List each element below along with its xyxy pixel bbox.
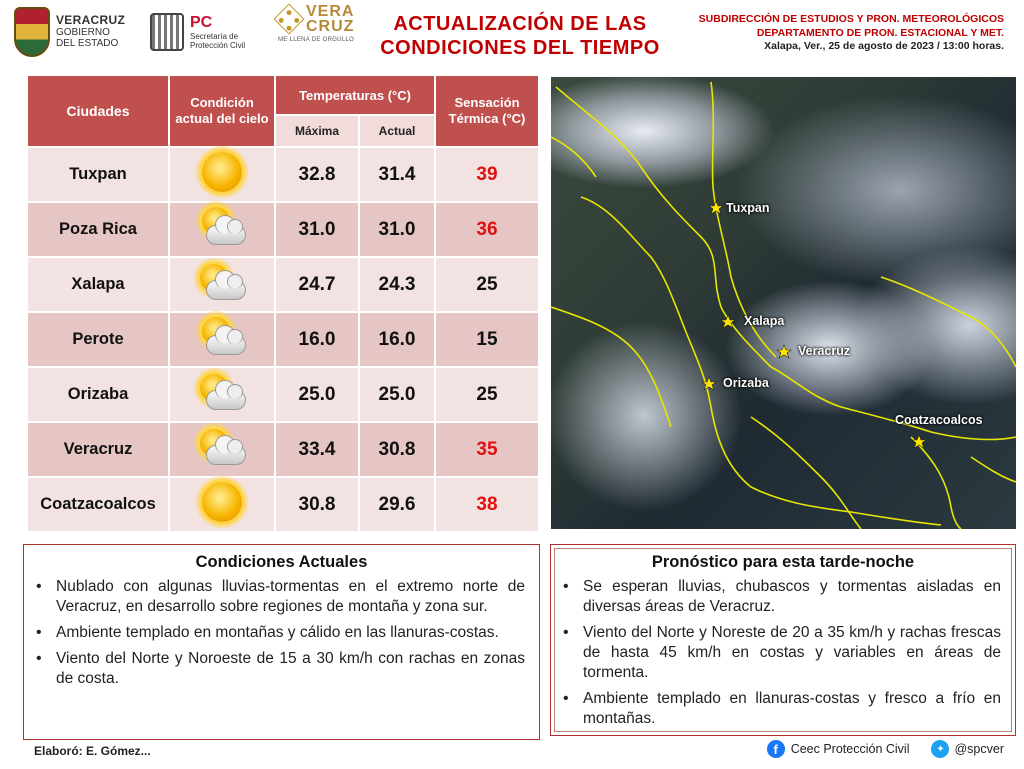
max-temp: 25.0 xyxy=(276,368,358,421)
current-temp: 24.3 xyxy=(360,258,434,311)
sky-condition-cell xyxy=(170,258,274,311)
facebook-icon[interactable]: f xyxy=(767,740,785,758)
thermal-sensation: 25 xyxy=(436,368,538,421)
map-label-coatzacoalcos: Coatzacoalcos xyxy=(895,413,983,427)
max-temp: 33.4 xyxy=(276,423,358,476)
table-row xyxy=(28,368,538,421)
pc-logo-line1: Secretaría de xyxy=(190,32,239,41)
map-borders xyxy=(551,77,1016,529)
sunny-icon xyxy=(202,152,242,192)
list-item: • Ambiente templado en montañas y cálido en las llanuras-costas. xyxy=(34,623,525,643)
sky-condition-cell xyxy=(170,368,274,421)
pc-logo-line2: Protección Civil xyxy=(190,41,246,50)
list-item: • Viento del Norte y Noreste de 20 a 35 km/h y rachas frescas de hasta 45 km/h en costas y variables en áreas de tormenta. xyxy=(561,623,1001,683)
report-date: Xalapa, Ver., 25 de agosto de 2023 / 13:00 horas. xyxy=(764,40,1004,52)
city-name: Xalapa xyxy=(28,258,168,311)
city-name: Tuxpan xyxy=(28,148,168,201)
forecast-title: Pronóstico para esta tarde-noche xyxy=(651,553,915,571)
department-info xyxy=(664,13,1004,54)
current-temp: 16.0 xyxy=(360,313,434,366)
city-name: Coatzacoalcos xyxy=(28,478,168,531)
city-name: Poza Rica xyxy=(28,203,168,256)
thermal-sensation: 25 xyxy=(436,258,538,311)
current-temp: 31.4 xyxy=(360,148,434,201)
forecast-list xyxy=(561,577,1001,729)
table-row xyxy=(28,313,538,366)
vc-logo-tagline: ME LLENA DE ORGULLO xyxy=(278,37,355,43)
gov-logo-line2: GOBIERNO xyxy=(56,27,110,38)
facebook-link[interactable]: Ceec Protección Civil xyxy=(790,742,910,756)
city-name: Veracruz xyxy=(28,423,168,476)
max-temp: 32.8 xyxy=(276,148,358,201)
partly-cloudy-icon xyxy=(196,205,248,249)
cloudy-icon xyxy=(196,370,248,414)
table-row xyxy=(28,478,538,531)
table-row xyxy=(28,203,538,256)
current-temp: 29.6 xyxy=(360,478,434,531)
header-max: Máxima xyxy=(276,116,358,146)
current-conditions-list xyxy=(34,577,525,689)
map-label-veracruz: Veracruz xyxy=(798,344,851,358)
weather-table xyxy=(26,74,540,533)
vc-logo-line1: VERA xyxy=(306,3,355,20)
header-temperatures: Temperaturas (°C) xyxy=(276,76,434,114)
header-thermal-sensation: Sensación Térmica (°C) xyxy=(436,76,538,146)
twitter-link[interactable]: @spcver xyxy=(954,742,1004,756)
title-line2: CONDICIONES DEL TIEMPO xyxy=(380,37,660,59)
partly-cloudy-icon xyxy=(196,315,248,359)
current-conditions-title: Condiciones Actuales xyxy=(195,553,368,571)
pc-logo-abbr: PC xyxy=(190,14,213,31)
list-item: • Se esperan lluvias, chubascos y tormentas aisladas en diversas áreas de Veracruz. xyxy=(561,577,1001,617)
thermal-sensation: 39 xyxy=(436,148,538,201)
brand-pattern-icon xyxy=(273,3,304,34)
sky-condition-cell xyxy=(170,478,274,531)
thermal-sensation: 35 xyxy=(436,423,538,476)
current-temp: 30.8 xyxy=(360,423,434,476)
title-line1: ACTUALIZACIÓN DE LAS xyxy=(393,13,647,35)
table-row xyxy=(28,148,538,201)
proteccion-civil-logo xyxy=(150,4,270,60)
max-temp: 31.0 xyxy=(276,203,358,256)
veracruz-brand-logo xyxy=(278,4,368,60)
sky-condition-cell xyxy=(170,203,274,256)
sky-condition-cell xyxy=(170,313,274,366)
satellite-map xyxy=(551,77,1016,529)
twitter-icon[interactable]: ✦ xyxy=(931,740,949,758)
list-item: • Viento del Norte y Noroeste de 15 a 30 km/h con rachas en zonas de costa. xyxy=(34,649,525,689)
gov-logo-line3: DEL ESTADO xyxy=(56,38,119,49)
pc-emblem-icon xyxy=(150,13,184,51)
dept-line2: DEPARTAMENTO DE PRON. ESTACIONAL Y MET. xyxy=(756,26,1004,39)
header xyxy=(0,0,1024,70)
coat-of-arms-icon xyxy=(14,7,50,57)
forecast-box xyxy=(550,544,1016,736)
thermal-sensation: 15 xyxy=(436,313,538,366)
cloudy-icon xyxy=(196,425,248,469)
map-label-orizaba: Orizaba xyxy=(723,376,769,390)
author-credit: Elaboró: E. Gómez... xyxy=(34,744,151,758)
header-current: Actual xyxy=(360,116,434,146)
cloudy-icon xyxy=(196,260,248,304)
table-row xyxy=(28,423,538,476)
thermal-sensation: 36 xyxy=(436,203,538,256)
map-label-xalapa: Xalapa xyxy=(744,314,785,328)
list-item: • Nublado con algunas lluvias-tormentas en el extremo norte de Veracruz, en desarrollo sobre regiones de montaña y zona sur. xyxy=(34,577,525,617)
veracruz-government-logo xyxy=(14,4,144,60)
current-temp: 31.0 xyxy=(360,203,434,256)
dept-line1: SUBDIRECCIÓN DE ESTUDIOS Y PRON. METEOROLÓGICOS xyxy=(698,13,1004,25)
sunny-icon xyxy=(202,482,242,522)
sky-condition-cell xyxy=(170,148,274,201)
list-item: • Ambiente templado en llanuras-costas y fresco a frío en montañas. xyxy=(561,689,1001,729)
max-temp: 24.7 xyxy=(276,258,358,311)
city-name: Perote xyxy=(28,313,168,366)
table-row xyxy=(28,258,538,311)
current-temp: 25.0 xyxy=(360,368,434,421)
page-title xyxy=(370,12,670,60)
thermal-sensation: 38 xyxy=(436,478,538,531)
header-cities: Ciudades xyxy=(28,76,168,146)
city-name: Orizaba xyxy=(28,368,168,421)
header-sky-condition: Condición actual del cielo xyxy=(170,76,274,146)
map-label-tuxpan: Tuxpan xyxy=(726,201,770,215)
sky-condition-cell xyxy=(170,423,274,476)
max-temp: 16.0 xyxy=(276,313,358,366)
vc-logo-line2: CRUZ xyxy=(306,18,355,35)
max-temp: 30.8 xyxy=(276,478,358,531)
current-conditions-box xyxy=(23,544,540,740)
gov-logo-line1: VERACRUZ xyxy=(56,13,126,27)
social-links xyxy=(767,740,1004,758)
